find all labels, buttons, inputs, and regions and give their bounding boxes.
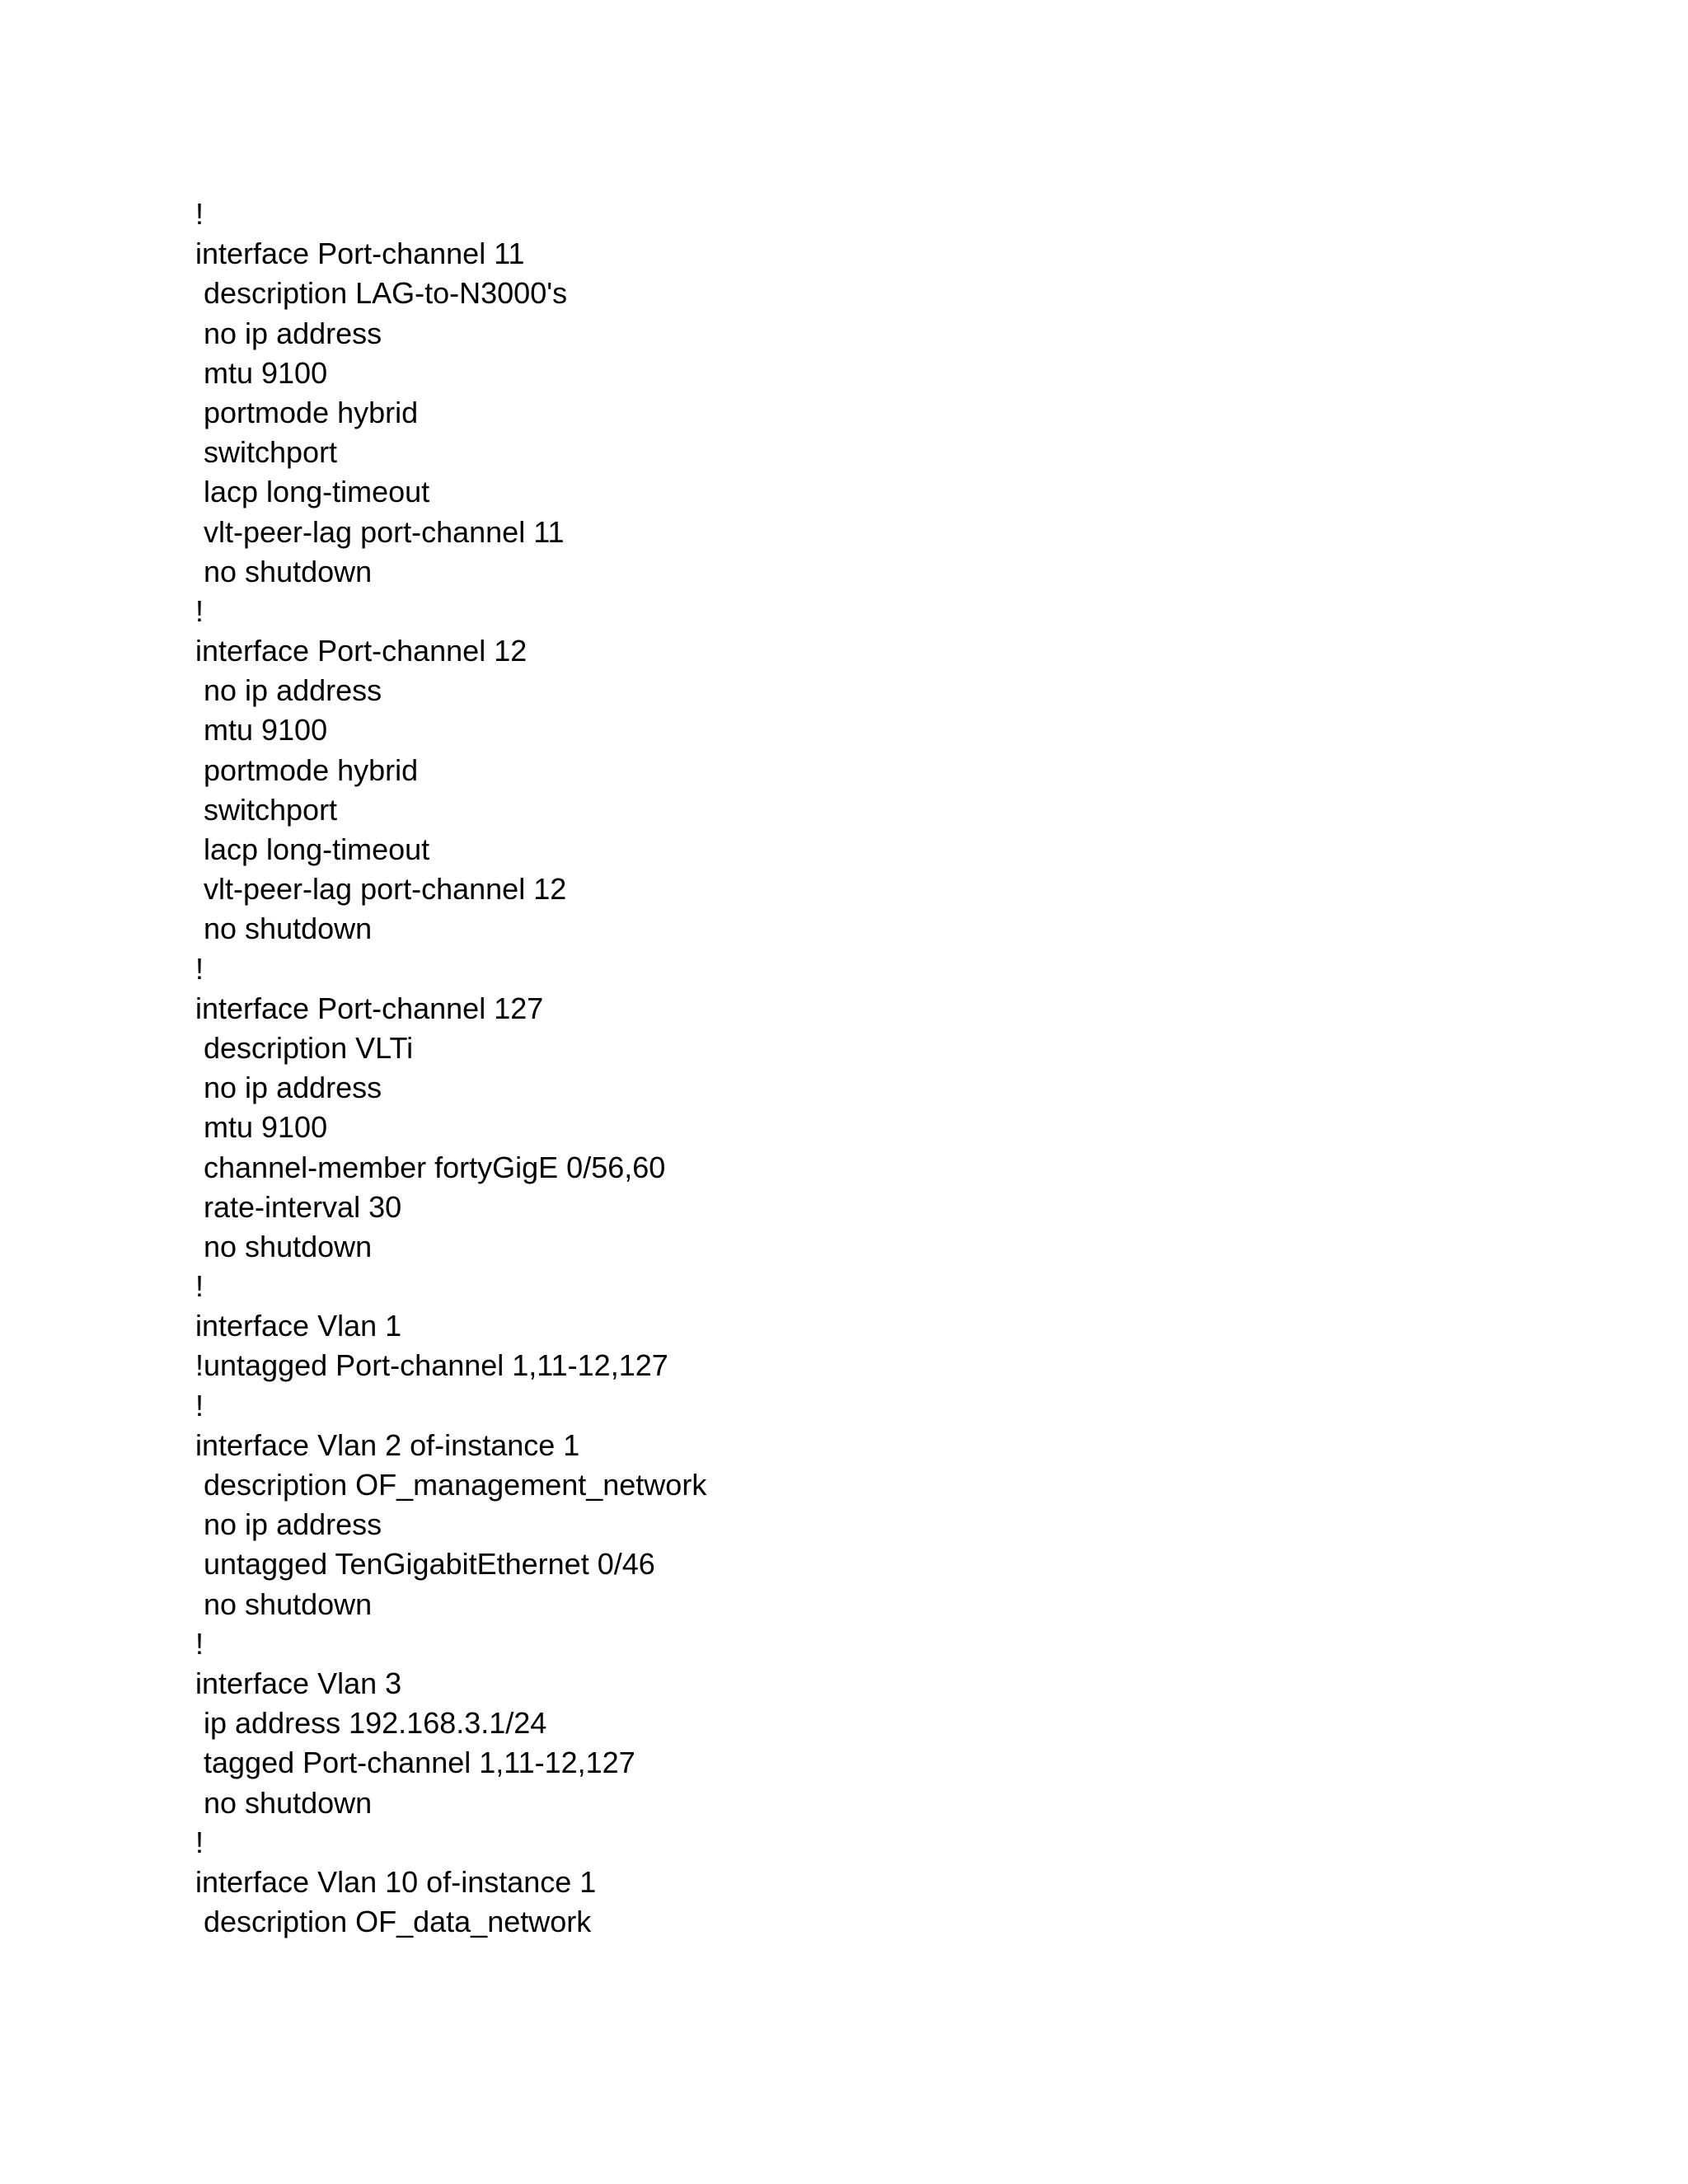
config-line: no ip address bbox=[195, 673, 382, 708]
config-line: ! bbox=[195, 197, 204, 231]
config-line: no shutdown bbox=[195, 554, 373, 588]
config-line: description VLTi bbox=[195, 1030, 414, 1065]
config-line: ! bbox=[195, 1388, 204, 1422]
config-line: portmode hybrid bbox=[195, 395, 419, 429]
config-line: rate-interval 30 bbox=[195, 1189, 402, 1224]
config-line: no shutdown bbox=[195, 912, 373, 946]
config-line: no shutdown bbox=[195, 1785, 373, 1820]
config-listing bbox=[195, 194, 706, 1942]
config-line: ! bbox=[195, 593, 204, 628]
config-line: vlt-peer-lag port-channel 11 bbox=[195, 514, 565, 549]
config-line: interface Vlan 10 of-instance 1 bbox=[195, 1864, 597, 1899]
config-line: no shutdown bbox=[195, 1586, 373, 1621]
config-line: lacp long-timeout bbox=[195, 475, 430, 509]
config-line: untagged TenGigabitEthernet 0/46 bbox=[195, 1547, 655, 1582]
config-line: mtu 9100 bbox=[195, 1110, 328, 1145]
config-line: interface Vlan 3 bbox=[195, 1666, 402, 1700]
config-line: ! bbox=[195, 951, 204, 986]
config-line: mtu 9100 bbox=[195, 355, 328, 390]
config-line: interface Port-channel 127 bbox=[195, 991, 544, 1025]
config-line: ! bbox=[195, 1269, 204, 1304]
config-line: interface Port-channel 11 bbox=[195, 237, 525, 271]
config-line: description OF_data_network bbox=[195, 1905, 592, 1939]
config-line: no ip address bbox=[195, 316, 382, 350]
config-line: interface Port-channel 12 bbox=[195, 634, 528, 668]
config-line: portmode hybrid bbox=[195, 752, 419, 787]
config-line: tagged Port-channel 1,11-12,127 bbox=[195, 1746, 635, 1780]
config-line: vlt-peer-lag port-channel 12 bbox=[195, 872, 567, 907]
config-line: description LAG-to-N3000's bbox=[195, 276, 568, 311]
config-line: ! bbox=[195, 1626, 204, 1661]
config-line: ip address 192.168.3.1/24 bbox=[195, 1706, 547, 1741]
config-line: switchport bbox=[195, 792, 338, 827]
config-line: lacp long-timeout bbox=[195, 832, 430, 866]
config-line: description OF_management_network bbox=[195, 1468, 707, 1502]
config-line: channel-member fortyGigE 0/56,60 bbox=[195, 1150, 666, 1184]
config-line: no ip address bbox=[195, 1507, 382, 1542]
config-line: interface Vlan 1 bbox=[195, 1309, 402, 1343]
config-line: ! bbox=[195, 1825, 204, 1859]
config-line: !untagged Port-channel 1,11-12,127 bbox=[195, 1348, 668, 1383]
config-line: switchport bbox=[195, 435, 338, 470]
config-line: no ip address bbox=[195, 1071, 382, 1105]
config-line: interface Vlan 2 of-instance 1 bbox=[195, 1427, 580, 1462]
config-line: mtu 9100 bbox=[195, 713, 328, 748]
config-line: no shutdown bbox=[195, 1229, 373, 1263]
